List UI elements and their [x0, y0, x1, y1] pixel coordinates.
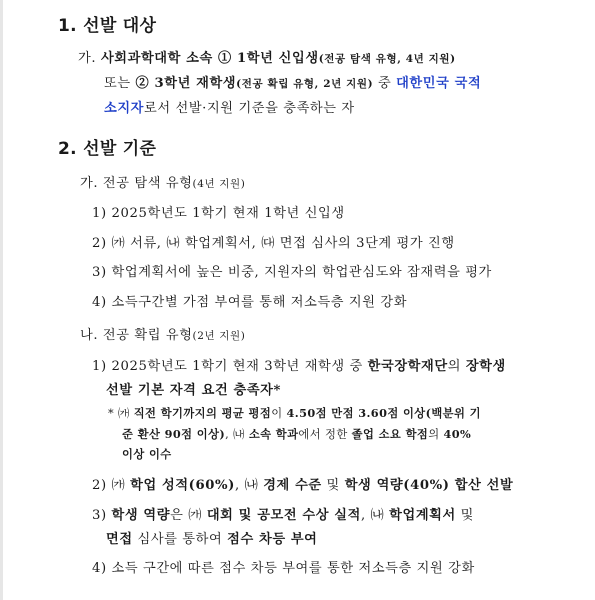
na-item-1-line-1	[92, 355, 506, 374]
dept-label: 소속 학과	[248, 427, 299, 441]
footnote-line-1	[108, 405, 481, 421]
na-item-2-and: 및	[321, 478, 345, 493]
subsection-ga-label: 가. 전공 탐색 유형	[80, 176, 193, 191]
academic-grade-weight: 학업 성적(60%)	[130, 478, 236, 493]
student-capability: 학생 역량	[111, 508, 171, 523]
footnote-particle: 이	[271, 407, 287, 420]
nationality-requirement: 대한민국 국적	[396, 76, 482, 91]
economic-level: 경제 수준	[263, 478, 322, 493]
section-1-heading: 1. 선발 대상	[58, 16, 157, 36]
section-1-item-ga-line-2	[104, 72, 481, 91]
ga-item-3: 3) 학업계획서에 높은 비중, 지원자의 학업관심도와 잠재력을 평가	[92, 265, 492, 280]
section-1-item-ga-line-3	[104, 97, 355, 116]
target-junior: ② 3학년 재학생	[135, 76, 237, 91]
kosaf-name: 한국장학재단	[367, 359, 448, 374]
ga-item-4: 4) 소득구간별 가점 부여를 통해 저소득층 지원 강화	[92, 295, 408, 310]
interview-word: 면접	[106, 532, 133, 547]
item-marker: 가.	[78, 51, 97, 66]
differential-score: 점수 차등 부여	[227, 532, 318, 547]
text-among: 중	[373, 76, 397, 91]
footnote-particle-2: 의	[428, 428, 444, 441]
gpa-threshold: 4.50점 만점 3.60점 이상(백분위 기	[286, 406, 481, 420]
student-capability-weight: 학생 역량(40%) 합산 선발	[344, 478, 514, 493]
na-item-3-line-1	[92, 504, 474, 523]
footnote-text: 에서 정한	[298, 428, 352, 441]
na-item-3-marker: 3)	[92, 508, 112, 523]
ga-item-2: 2) ㈎ 서류, ㈏ 학업계획서, ㈐ 면접 심사의 3단계 평가 진행	[92, 236, 455, 251]
na-item-4: 4) 소득 구간에 따른 점수 차등 부여를 통한 저소득층 지원 강화	[92, 561, 475, 576]
text-or: 또는	[104, 76, 136, 91]
freshman-type-note: (전공 탐색 유형, 4년 지원)	[318, 53, 456, 65]
study-plan: 학업계획서	[389, 508, 456, 523]
footnote-sep: , ㈏	[225, 428, 249, 441]
credits-percent: 40%	[443, 427, 472, 441]
scholar-word: 장학생	[465, 359, 506, 374]
na-item-3-sep: , ㈏	[360, 508, 390, 523]
na-item-1-line-2: 선발 기본 자격 요건 충족자*	[106, 383, 281, 398]
grad-credits-label: 졸업 소요 학점	[351, 427, 429, 441]
footnote-marker: * ㈎	[108, 407, 134, 420]
nationality-holder: 소지자	[104, 101, 145, 116]
competition-awards: 대회 및 공모전 수상 실적	[206, 508, 361, 523]
footnote-line-2	[122, 426, 471, 442]
percentile-threshold: 준 환산 90점 이상)	[122, 427, 226, 441]
subsection-na-label: 나. 전공 확립 유형	[80, 328, 193, 343]
na-item-3-text-2: 심사를 통하여	[132, 532, 228, 547]
na-item-3-text: 은 ㈎	[170, 508, 207, 523]
footnote-line-3: 이상 이수	[122, 447, 172, 461]
na-item-2-marker: 2) ㈎	[92, 478, 131, 493]
na-item-3-and: 및	[455, 508, 474, 523]
na-item-2	[92, 474, 513, 493]
subsection-na-period: (2년 지원)	[192, 330, 246, 342]
gpa-label: 직전 학기까지의 평균 평점	[133, 406, 272, 420]
subsection-ga-title	[80, 172, 245, 191]
na-item-2-sep: , ㈏	[235, 478, 264, 493]
na-item-1-text: 1) 2025학년도 1학기 현재 3학년 재학생 중	[92, 359, 368, 374]
subsection-ga-period: (4년 지원)	[192, 178, 246, 190]
ga-item-1: 1) 2025학년도 1학기 현재 1학년 신입생	[92, 206, 345, 221]
criteria-text: 로서 선발·지원 기준을 충족하는 자	[144, 101, 355, 116]
junior-type-note: (전공 확립 유형, 2년 지원)	[236, 78, 374, 90]
section-1-item-ga-line-1	[78, 47, 456, 66]
na-item-1-particle: 의	[447, 359, 466, 374]
subsection-na-title	[80, 324, 245, 343]
page-edge	[0, 0, 3, 600]
na-item-3-line-2	[106, 528, 318, 547]
section-2-heading: 2. 선발 기준	[58, 139, 157, 159]
target-freshman: 사회과학대학 소속 ① 1학년 신입생	[100, 51, 319, 66]
